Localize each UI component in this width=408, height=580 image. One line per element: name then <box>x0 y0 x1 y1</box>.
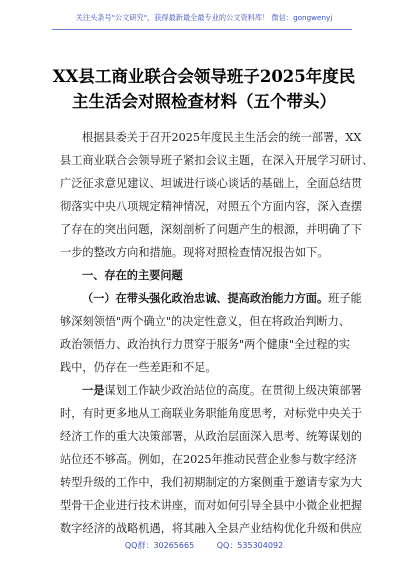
subsection-heading: （一）在带头强化政治忠诚、提高政治能力方面。 <box>82 291 329 305</box>
document-title <box>40 64 368 114</box>
intro-line: 彻落实中央八项规定精神情况，对照五个方面内容，深入查摆 <box>60 200 363 213</box>
paragraph-line: 站位还不够高。例如，在2025年推动民营企业参与数字经济 <box>60 453 357 466</box>
paragraph-line: 时，有时更多地从工商联业务职能角度思考，对标党中央关于 <box>60 407 363 420</box>
header-divider <box>52 29 352 30</box>
subsection-text: 班子能 <box>328 292 362 305</box>
title-line-2: 主生活会对照检查材料（五个带头） <box>72 92 336 111</box>
paragraph-line: 数字经济的战略机遇，将其融入全县产业结构优化升级和供应 <box>60 522 363 535</box>
paragraph-line: 转型升级的工作中，我们初期制定的方案侧重于邀请专家为大 <box>60 476 363 489</box>
header-promo-note: 关注头条号"公文研究"，获得最新最全最专业的公文资料库！ 微信：gongwenyj <box>75 13 333 22</box>
intro-line: 县工商业联合会领导班子紧扣会议主题，在深入开展学习研讨、 <box>60 154 374 167</box>
document-body <box>60 126 374 540</box>
point-marker: 一是 <box>82 383 105 397</box>
intro-line: 一步的整改方向和措施。现将对照检查情况报告如下。 <box>60 246 329 259</box>
intro-line: 了存在的突出问题，深刻剖析了问题产生的根源，并明确了下 <box>60 223 363 236</box>
intro-line: 根据县委关于召开2025年度民主生活会的统一部署，XX <box>82 131 362 144</box>
subsection-line: 政治领悟力、政治执行力贯穿于服务"两个健康"全过程的实 <box>60 338 350 351</box>
footer-contact <box>0 540 408 551</box>
footer-qq: QQ：535304092 <box>216 541 284 550</box>
subsection-line: 够深刻领悟"两个确立"的决定性意义，但在将政治判断力、 <box>60 315 350 328</box>
paragraph-line: 型骨干企业进行技术讲座，而对如何引导全县中小微企业把握 <box>60 499 363 512</box>
paragraph-line: 经济工作的重大决策部署，从政治层面深入思考、统筹谋划的 <box>60 430 363 443</box>
title-line-1: XX县工商业联合会领导班子2025年度民 <box>52 67 356 86</box>
intro-line: 广泛征求意见建议、坦诚进行谈心谈话的基础上，全面总结贯 <box>60 177 363 190</box>
paragraph-text: 谋划工作缺少政治站位的高度。在贯彻上级决策部署 <box>104 384 362 397</box>
subsection-line <box>60 287 362 310</box>
footer-qq-group: QQ群：30265665 <box>124 541 195 550</box>
paragraph-line <box>60 379 362 402</box>
section-heading: 一、存在的主要问题 <box>82 268 183 282</box>
subsection-line: 践中，仍存在一些差距和不足。 <box>60 361 217 374</box>
